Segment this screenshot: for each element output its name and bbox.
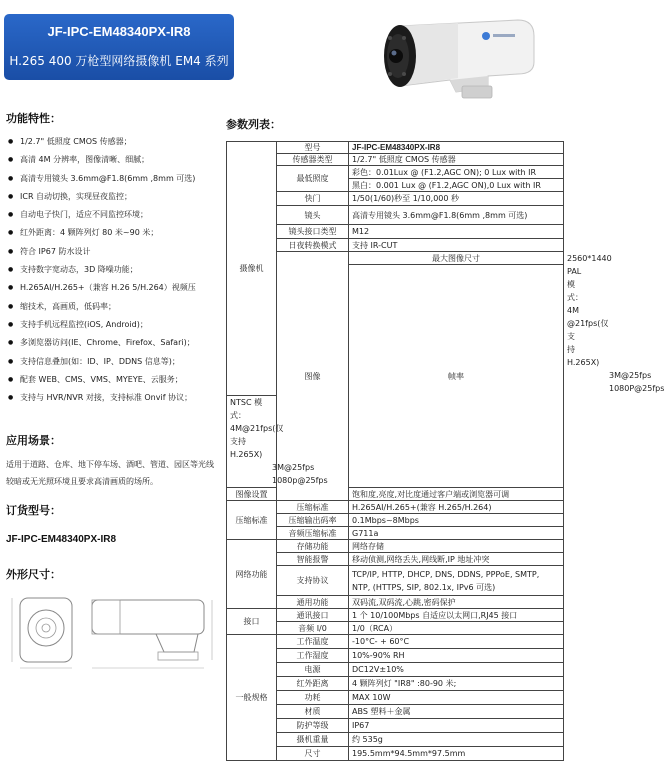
features-title: 功能特性： <box>6 112 61 125</box>
spec-value: 彩色：0.01Lux @ (F1.2,AGC ON); 0 Lux with IR <box>349 166 564 179</box>
spec-label: 压缩输出码率 <box>277 514 349 527</box>
spec-label: 支持协议 <box>277 566 349 596</box>
spec-label: 智能报警 <box>277 553 349 566</box>
feature-item: ● 高清 4M 分辨率，图像清晰、细腻； <box>8 151 218 169</box>
spec-value: IP67 <box>349 719 564 733</box>
spec-value: H.265AI/H.265+(兼容 H.265/H.264) <box>349 501 564 514</box>
feature-item: ● H.265AI/H.265+（兼容 H.26 5/H.264）视频压 <box>8 279 218 297</box>
pal-line: 1080P@25fps <box>609 384 664 393</box>
spec-label: 尺寸 <box>277 747 349 761</box>
ntsc-line: NTSC 模式：4M@21fps(仅支持 H.265X) <box>230 398 284 459</box>
spec-value: DC12V±10% <box>349 663 564 677</box>
spec-value: 1/50(1/60)秒至 1/10,000 秒 <box>349 192 564 206</box>
spec-value: 双码流,双码流,心跳,密码保护 <box>349 596 564 609</box>
spec-label: 帧率 <box>349 265 564 488</box>
order-title: 订货型号： <box>6 504 61 517</box>
spec-value: -10°C- + 60°C <box>349 635 564 649</box>
feature-item: ● 红外距离：4 颗阵列灯 80 米~90 米； <box>8 224 218 242</box>
spec-label: 镜头接口类型 <box>277 225 349 239</box>
features-list <box>8 133 218 407</box>
spec-value: 黑白：0.001 Lux @ (F1.2,AGC ON),0 Lux with IR <box>349 179 564 192</box>
spec-value: G711a <box>349 527 564 540</box>
feature-item: ● 高清专用镜头 3.6mm@F1.8(6mm ,8mm 可选) <box>8 170 218 188</box>
ntsc-line: 3M@25fps <box>272 463 315 472</box>
spec-label: 音频 I/0 <box>277 622 349 635</box>
camera-product-image <box>338 2 538 108</box>
spec-value: 4 颗阵列灯 "IR8" :80-90 米; <box>349 677 564 691</box>
spec-value: M12 <box>349 225 564 239</box>
application-text: 适用于道路、仓库、地下停车场、酒吧、管道、园区等光线较暗或无光照环境且要求高清画质的场所。 <box>6 460 214 486</box>
spec-value: 1/0（RCA） <box>349 622 564 635</box>
spec-value: 0.1Mbps~8Mbps <box>349 514 564 527</box>
protocol-line: TCP/IP, HTTP, DHCP, DNS, DDNS, PPPoE, SMTP, <box>352 569 540 579</box>
spec-label: 压缩标准 <box>277 501 349 514</box>
spec-value: 网络存储 <box>349 540 564 553</box>
spec-label: 型号 <box>277 142 349 154</box>
spec-value: 支持 IR-CUT <box>349 239 564 252</box>
feature-item: ● 符合 IP67 防水设计 <box>8 243 218 261</box>
ntsc-line: 1080p@25fps <box>272 476 328 485</box>
size-title: 外形尺寸： <box>6 568 61 581</box>
banner-model: JF-IPC-EM48340PX-IR8 <box>47 24 191 39</box>
spec-label: 存储功能 <box>277 540 349 553</box>
order-model: JF-IPC-EM48340PX-IR8 <box>6 534 117 545</box>
feature-item: ● 支持与 HVR/NVR 对接，支持标准 Onvif 协议； <box>8 389 218 407</box>
feature-item: ● 自动电子快门，适应不同监控环境； <box>8 206 218 224</box>
spec-value: 约 535g <box>349 733 564 747</box>
spec-label: 红外距离 <box>277 677 349 691</box>
spec-category: 图像 <box>277 252 349 501</box>
spec-label: 功耗 <box>277 691 349 705</box>
protocol-line: NTP, (HTTPS, SIP, 802.1x, IPv6 可选) <box>352 582 496 592</box>
feature-item: ● ICR 自动切换，实现昼夜监控； <box>8 188 218 206</box>
banner-subtitle: H.265 400 万枪型网络摄像机 EM4 系列 <box>9 54 229 68</box>
spec-label: 电源 <box>277 663 349 677</box>
feature-item: ● 支持信息叠加(如：ID、IP、DDNS 信息等)； <box>8 353 218 371</box>
feature-item: ● 支持数字宽动态，3D 降噪功能； <box>8 261 218 279</box>
feature-item-continued: ● 缩技术，高画质，低码率； <box>8 298 218 316</box>
header-banner <box>4 14 234 80</box>
spec-category: 接口 <box>227 609 277 635</box>
spec-value: MAX 10W <box>349 691 564 705</box>
feature-item: ● 多浏览器访问(IE、Chrome、Firefox、Safari)； <box>8 334 218 352</box>
feature-item: ● 1/2.7" 低照度 CMOS 传感器； <box>8 133 218 151</box>
spec-label: 音频压缩标准 <box>277 527 349 540</box>
spec-value: 移动侦测,网络丢失,网线断,IP 地址冲突 <box>349 553 564 566</box>
spec-value: 10%-90% RH <box>349 649 564 663</box>
pal-line: 3M@25fps <box>609 371 652 380</box>
spec-label: 防护等级 <box>277 719 349 733</box>
spec-category: 压缩标准 <box>227 501 277 540</box>
spec-label: 传感器类型 <box>277 154 349 166</box>
spec-label: 日夜转换模式 <box>277 239 349 252</box>
spec-value: 1/2.7" 低照度 CMOS 传感器 <box>349 154 564 166</box>
spec-value: 高清专用镜头 3.6mm@F1.8(6mm ,8mm 可选) <box>349 206 564 225</box>
spec-value: JF-IPC-EM48340PX-IR8 <box>349 142 564 154</box>
spec-label: 摄机重量 <box>277 733 349 747</box>
spec-value: 1 个 10/100Mbps 自适应以太网口,RJ45 接口 <box>349 609 564 622</box>
spec-category: 摄像机 <box>227 142 277 396</box>
spec-label: 通讯接口 <box>277 609 349 622</box>
spec-value: 195.5mm*94.5mm*97.5mm <box>349 747 564 761</box>
spec-table: 摄像机 型号 JF-IPC-EM48340PX-IR8 传感器类型 1/2.7" 低照度 CMOS 传感器 最低照度 彩色：0.01Lux @ (F1.2,AGC ON); 0 Lux with IR 黑白：0.001 Lux @ (F1.2,AGC ON),0 Lux with IR 快门 1/50(1/60)秒至 1/10,000 秒 镜头 高清专用镜头 3.6mm@F1.8(6mm ,8mm 可选) 镜头接口类型 M12 日夜转换模式 支持 IR-CUT 图像 最大图像尺寸 2560*1440 帧率 PAL 模式：4M @21fps(仅支持 H.265X) 3M@25fps 1080P@25fps NTSC 模式：4M@21fps(仅支持 H.265X) 3M@25fps 1080p@25fps 图像设置 饱和度,亮度,对比度通过客户端或浏览器可调 压缩标准 压缩标准 H.265AI/H.265+(兼容 H.265/H.264) 压缩输出码率 0.1Mbps~8Mbps 音频压缩标准 G711a 网络功能 存储功能 网络存储 智能报警 移动侦测,网络丢失,网线断,IP 地址冲突 支持协议 TCP/IP, HTTP, DHCP, DNS, DDNS, PPPoE, SMTP, NTP, (HTTPS, SIP, 802.1x, IPv6 可选) 通用功能 双码流,双码流,心跳,密码保护 接口 通讯接口 1 个 10/100Mbps 自适应以太网口,RJ45 接口 音频 I/0 1/0（RCA） 一般规格 工作温度 -10°C- + 60°C 工作湿度 10%-90% RH 电源 DC12V±10% 红外距离 4 颗阵列灯 "IR8" :80-90 米; 功耗 MAX 10W 材质 ABS 塑料＋金属 防护等级 IP67 摄机重量 约 535g 尺寸 195.5mm*94.5mm*97.5mm <box>226 141 564 761</box>
spec-value: 饱和度,亮度,对比度通过客户端或浏览器可调 <box>349 488 564 501</box>
spec-value-protocols <box>349 566 564 596</box>
spec-label: 图像设置 <box>227 488 277 501</box>
spec-label: 通用功能 <box>277 596 349 609</box>
application-title: 应用场景： <box>6 434 61 447</box>
spec-category: 网络功能 <box>227 540 277 609</box>
feature-item: ● 配套 WEB、CMS、VMS、MYEYE、云服务； <box>8 371 218 389</box>
spec-category: 一般规格 <box>227 635 277 761</box>
spec-label: 工作温度 <box>277 635 349 649</box>
spec-label: 材质 <box>277 705 349 719</box>
spec-label: 工作湿度 <box>277 649 349 663</box>
spec-label: 快门 <box>277 192 349 206</box>
feature-item: ● 支持手机远程监控(iOS, Android)； <box>8 316 218 334</box>
spec-label: 最低照度 <box>277 166 349 192</box>
dimension-drawing <box>6 590 222 672</box>
spec-label: 镜头 <box>277 206 349 225</box>
spec-value-ntsc <box>227 396 328 488</box>
spec-value: ABS 塑料＋金属 <box>349 705 564 719</box>
spec-label: 最大图像尺寸 <box>349 252 564 265</box>
spec-title: 参数列表： <box>226 118 281 131</box>
